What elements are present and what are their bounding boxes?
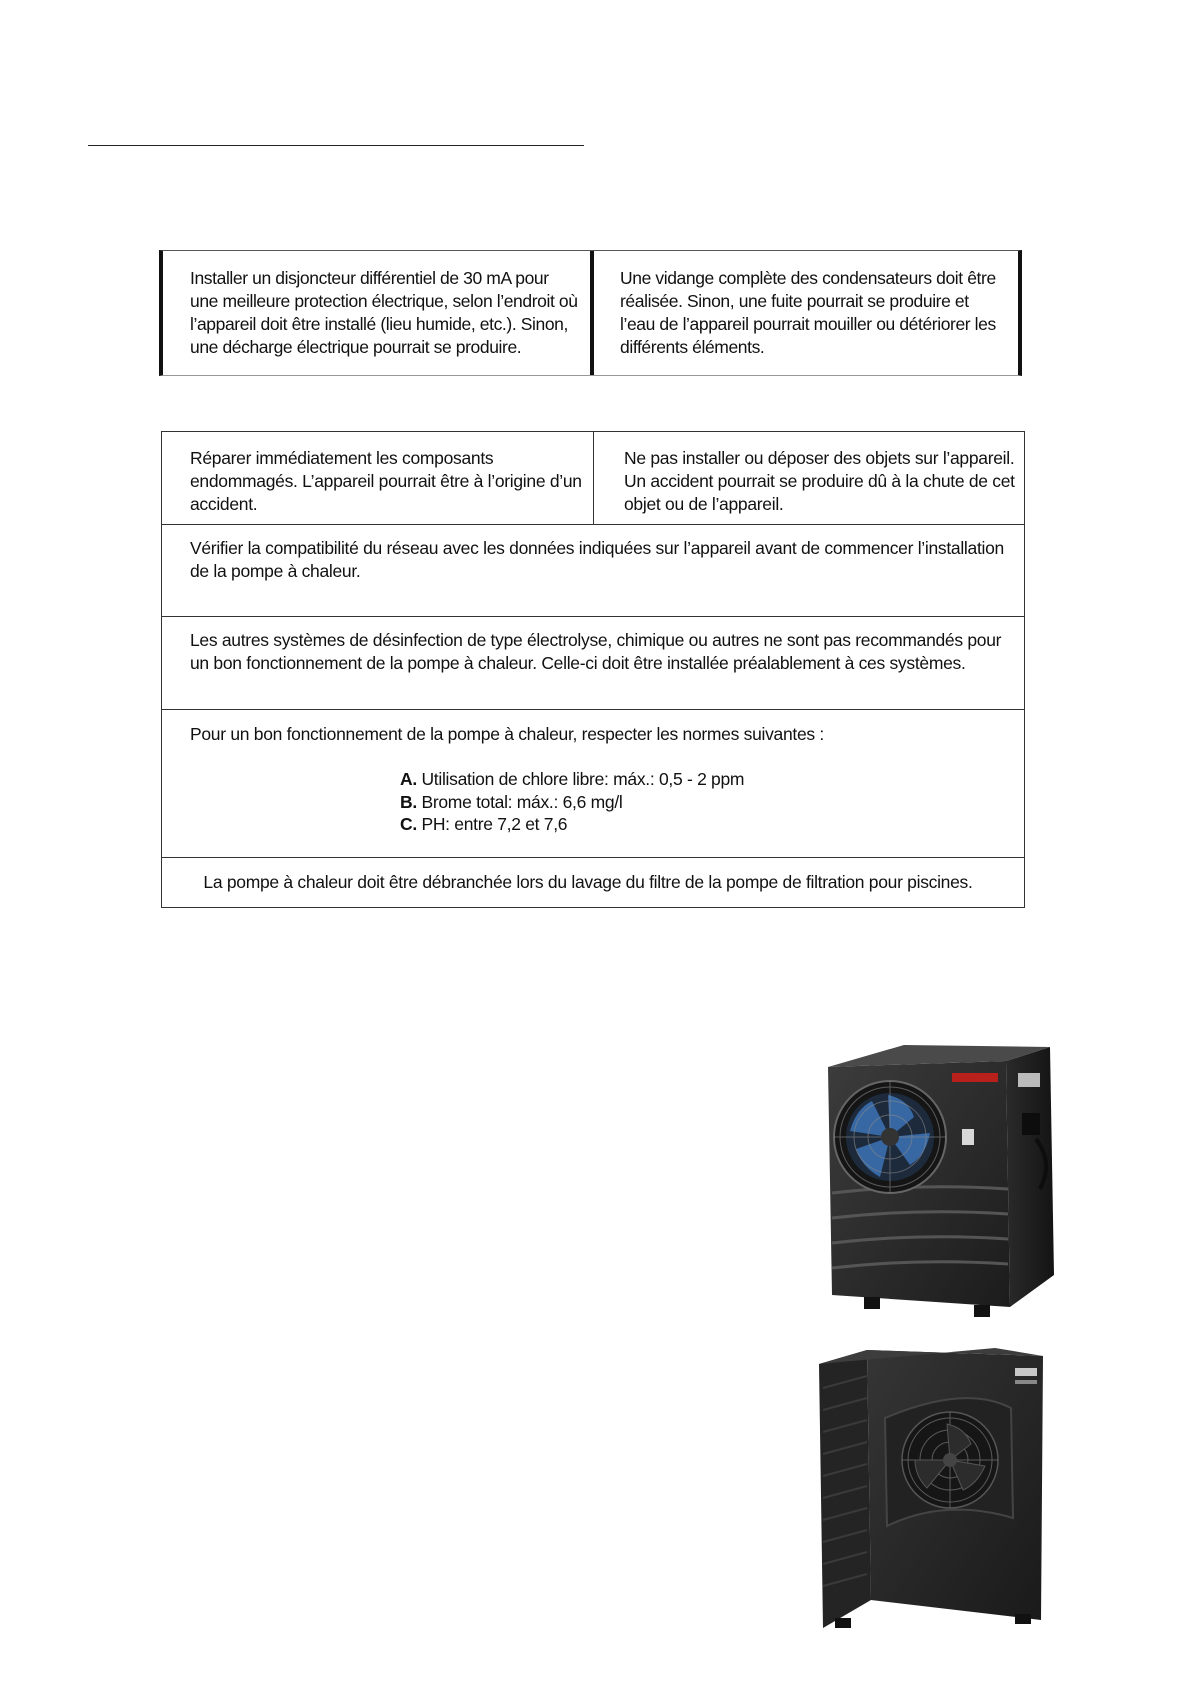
header-rule	[88, 145, 584, 146]
warning-filter: La pompe à chaleur doit être débranchée lors du lavage du filtre de la pompe de filtration pour piscines.	[203, 872, 973, 892]
warning-breaker: Installer un disjoncteur différentiel de 30 mA pour une meilleure protection électrique, selon l’endroit où l’appareil doit être installé (lieu humide, etc.). Sinon, une décharge électrique pourrait se produire.	[163, 251, 594, 375]
warning-row-top	[162, 432, 1024, 525]
heat-pump-photo-2	[815, 1348, 1046, 1631]
warning-condensers: Une vidange complète des condensateurs doit être réalisée. Sinon, une fuite pourrait se produire et l’eau de l’appareil pourrait mouiller ou détériorer les différents éléments.	[620, 268, 996, 357]
warning-table	[161, 431, 1025, 908]
norms-intro: Pour un bon fonctionnement de la pompe à chaleur, respecter les normes suivantes :	[190, 724, 824, 744]
warning-compatibility: Vérifier la compatibilité du réseau avec les données indiquées sur l’appareil avant de commencer l’installation de la pompe à chaleur.	[162, 525, 1024, 617]
norms-list	[400, 768, 1008, 836]
heat-pump-photo-1	[824, 1043, 1060, 1325]
warning-repair: Réparer immédiatement les composants endommagés. L’appareil pourrait être à l’origine d’un accident.	[162, 432, 594, 524]
warning-box-top	[159, 250, 1022, 376]
norm-item: C. PH: entre 7,2 et 7,6	[400, 814, 568, 834]
norm-item: B. Brome total: máx.: 6,6 mg/l	[400, 791, 623, 812]
warning-other-systems: Les autres systèmes de désinfection de type électrolyse, chimique ou autres ne sont pas recommandés pour un bon fonctionnement de la pompe à chaleur. Celle-ci doit être installée préalablement à ces systèmes.	[162, 617, 1024, 710]
norm-item: A. Utilisation de chlore libre: máx.: 0,5 - 2 ppm	[400, 769, 745, 789]
warning-no-objects: Ne pas installer ou déposer des objets sur l’appareil. Un accident pourrait se produire dû à la chute de cet objet ou de l’appareil.	[624, 448, 1015, 514]
warning-norms	[162, 710, 1024, 858]
